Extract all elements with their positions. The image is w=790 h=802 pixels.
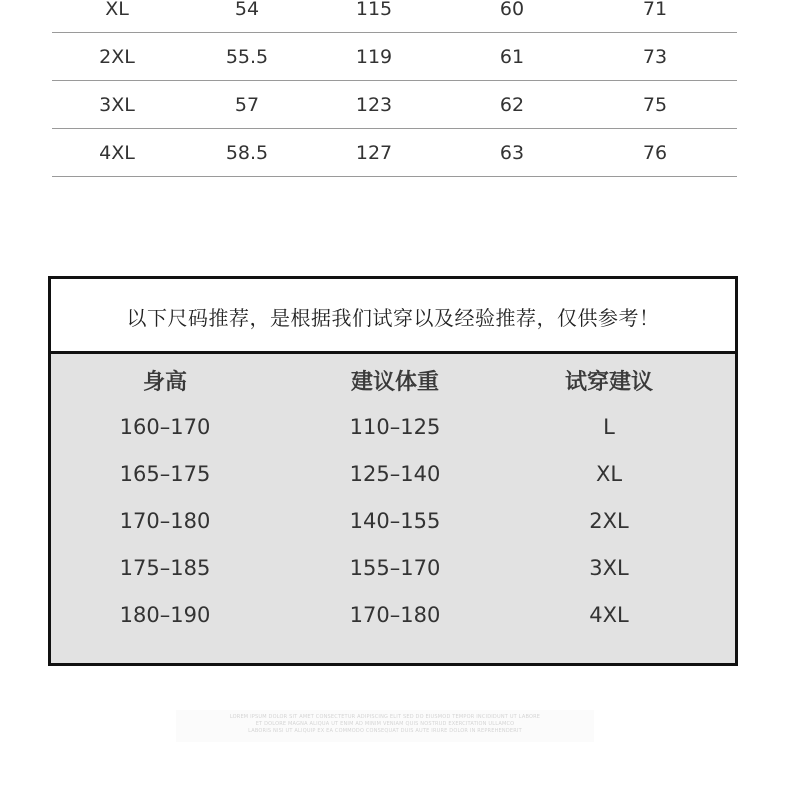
table-cell: 57	[234, 94, 260, 116]
watermark-line: LABORIS NISI UT ALIQUIP EX EA COMMODO CONSEQUAT DUIS AUTE IRURE DOLOR IN REPREHENDERIT	[248, 728, 522, 734]
table-cell: 61	[499, 46, 525, 68]
table-row	[52, 81, 737, 129]
table-cell: 170–180	[119, 509, 211, 533]
table-cell: 55.5	[225, 46, 269, 68]
table-cell: 58.5	[225, 142, 269, 164]
table-cell: 54	[234, 0, 260, 20]
height-column	[65, 366, 265, 651]
table-cell: 127	[355, 142, 393, 164]
table-cell: 73	[642, 46, 668, 68]
size-label: 4XL	[99, 142, 135, 164]
table-cell: 125–140	[349, 462, 441, 486]
table-cell: 165–175	[119, 462, 211, 486]
column-header: 试穿建议	[564, 370, 653, 395]
table-cell: 160–170	[119, 415, 211, 439]
table-cell: 115	[355, 0, 393, 20]
table-cell: 3XL	[589, 556, 629, 580]
recommendation-table	[51, 354, 735, 663]
watermark	[176, 710, 594, 742]
table-cell: 60	[499, 0, 525, 20]
weight-column	[295, 366, 495, 651]
recommendation-header	[51, 279, 735, 354]
table-cell: L	[603, 415, 615, 439]
table-row	[52, 129, 737, 177]
table-cell: 63	[499, 142, 525, 164]
table-cell: 110–125	[349, 415, 441, 439]
table-cell: 71	[642, 0, 668, 20]
size-table	[52, 0, 737, 177]
watermark-line: LOREM IPSUM DOLOR SIT AMET CONSECTETUR ADIPISCING ELIT SED DO EIUSMOD TEMPOR INCIDIDUNT UT LABORE	[229, 714, 541, 720]
column-header: 建议体重	[350, 370, 439, 395]
table-cell: 175–185	[119, 556, 211, 580]
table-cell: 155–170	[349, 556, 441, 580]
table-row	[52, 0, 737, 33]
suggested-size-column	[509, 366, 709, 651]
watermark-line: ET DOLORE MAGNA ALIQUA UT ENIM AD MINIM VENIAM QUIS NOSTRUD EXERCITATION ULLAMCO	[255, 721, 515, 727]
table-cell: 140–155	[349, 509, 441, 533]
table-row	[52, 33, 737, 81]
recommendation-note: 以下尺码推荐，是根据我们试穿以及经验推荐，仅供参考！	[126, 305, 660, 330]
column-header: 身高	[142, 370, 187, 395]
table-cell: 119	[355, 46, 393, 68]
size-recommendation-box	[48, 276, 738, 666]
size-label: XL	[105, 0, 129, 20]
table-cell: 76	[642, 142, 668, 164]
table-cell: 170–180	[349, 603, 441, 627]
table-cell: XL	[595, 462, 623, 486]
table-cell: 4XL	[589, 603, 629, 627]
table-cell: 2XL	[589, 509, 629, 533]
table-cell: 180–190	[119, 603, 211, 627]
size-label: 3XL	[99, 94, 135, 116]
table-cell: 75	[642, 94, 668, 116]
table-cell: 123	[355, 94, 393, 116]
table-cell: 62	[499, 94, 525, 116]
size-label: 2XL	[99, 46, 135, 68]
